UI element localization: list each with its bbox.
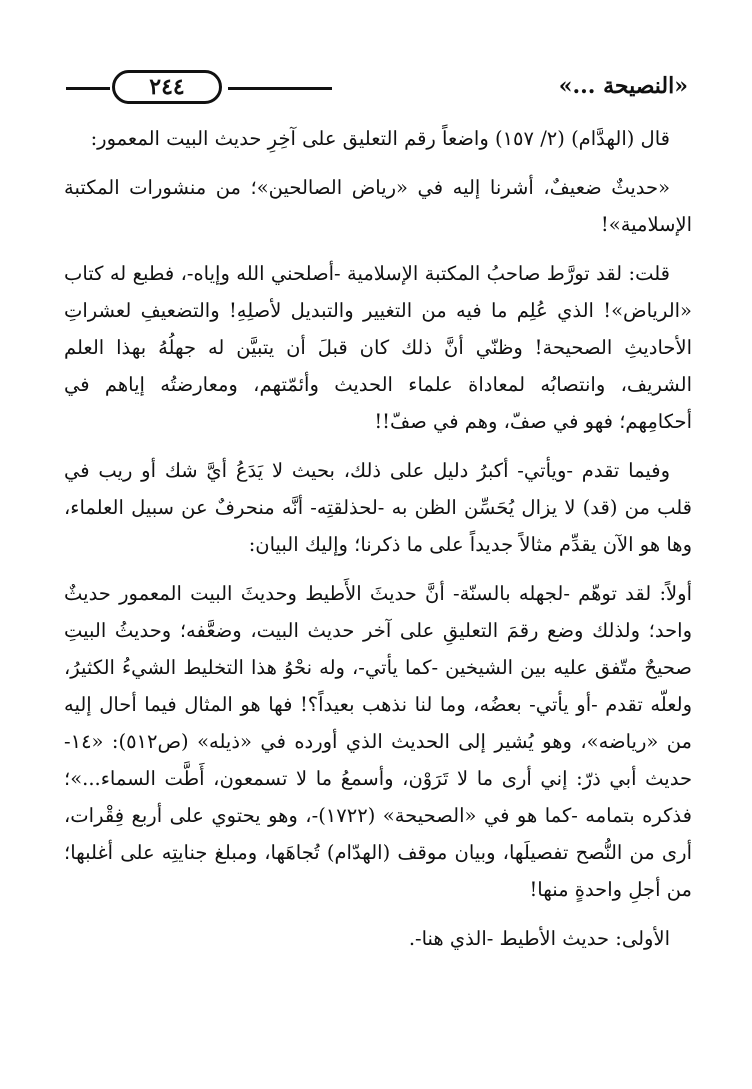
paragraph-quote: «حديثٌ ضعيفٌ، أشرنا إليه في «رياض الصالحين»؛ من منشورات المكتبة الإسلامية»! (64, 176, 692, 236)
paragraph-first-point: أولاً: لقد توهّم -لجهله بالسنّة- أنَّ حديثَ الأَطيط وحديثَ البيت المعمور حديثٌ واحد؛ ولذلك وضع رقمَ التعليقِ على آخر حديث البيت، وضعَّفه؛ وحديثُ البيتِ صحيحٌ متّفق عليه بين الشيخين -كما يأتي-، وله نحْوُ هذا التخليط الشيءُ الكثيرُ، ولعلّه تقدم -أو يأتي- بعضُه، وما لنا نذهب بعيداً؟! فها هو المثال فيما أحال إليه من «رياضه»، وهو يُشير إلى الحديث الذي أورده في «ذيله» (ص٥١٢): «١٤- حديث أبي ذرّ: إني أرى ما لا تَرَوْن، وأسمعُ ما لا تسمعون، أَطَّت السماء...»؛ فذكره بتمامه -كما هو في «الصحيحة» (١٧٢٢)-، وهو يحتوي على أربع فِقْرات، أرى من النُّصح تفصيلَها، وبيان موقف (الهدّام) تُجاهَها، ومبلغ جنايتِه على أغلبها؛ من أجلِ واحدةٍ منها! (64, 582, 692, 901)
header-rule-left (66, 87, 110, 90)
paragraph-intro: قال (الهدَّام) (٢/ ١٥٧) واضعاً رقم التعليق على آخِرِ حديث البيت المعمور: (90, 127, 670, 150)
page-number: ٢٤٤ (112, 70, 222, 104)
paragraph-response: قلت: لقد تورَّط صاحبُ المكتبة الإسلامية -أصلحني الله وإياه-، فطبع له كتاب «الرياض»! الذي عُلِم ما فيه من التغيير والتبديل لأصلِهِ! والتضعيفِ لعشراتِ الأحاديثِ الصحيحة! وظنّي أنَّ ذلك كان قبلَ أن يتبيَّن له جهلُهُ بهذا العلم الشريف، وانتصابُه لمعاداة علماء الحديث وأئمّتهم، ومعارضتُه إياهم في أحكامِهم؛ فهو في صفّ، وهم في صفّ!! (64, 262, 692, 433)
paragraph-evidence: وفيما تقدم -ويأتي- أكبرُ دليل على ذلك، بحيث لا يَدَعُ أيَّ شك أو ريب في قلب من (قد) لا يزال يُحَسِّن الظن به -لحذلقتِه- أنَّه منحرفٌ عن سبيل العلماء، وها هو الآن يقدِّم مثالاً جديداً على ما ذكرنا؛ وإليك البيان: (64, 459, 692, 556)
body-text (64, 120, 692, 969)
running-title: «النصيحة ...» (558, 73, 688, 99)
header-rule-middle (228, 87, 332, 90)
paragraph-first-item: الأولى: حديث الأطيط -الذي هنا-. (408, 927, 670, 950)
page-header (66, 66, 688, 110)
